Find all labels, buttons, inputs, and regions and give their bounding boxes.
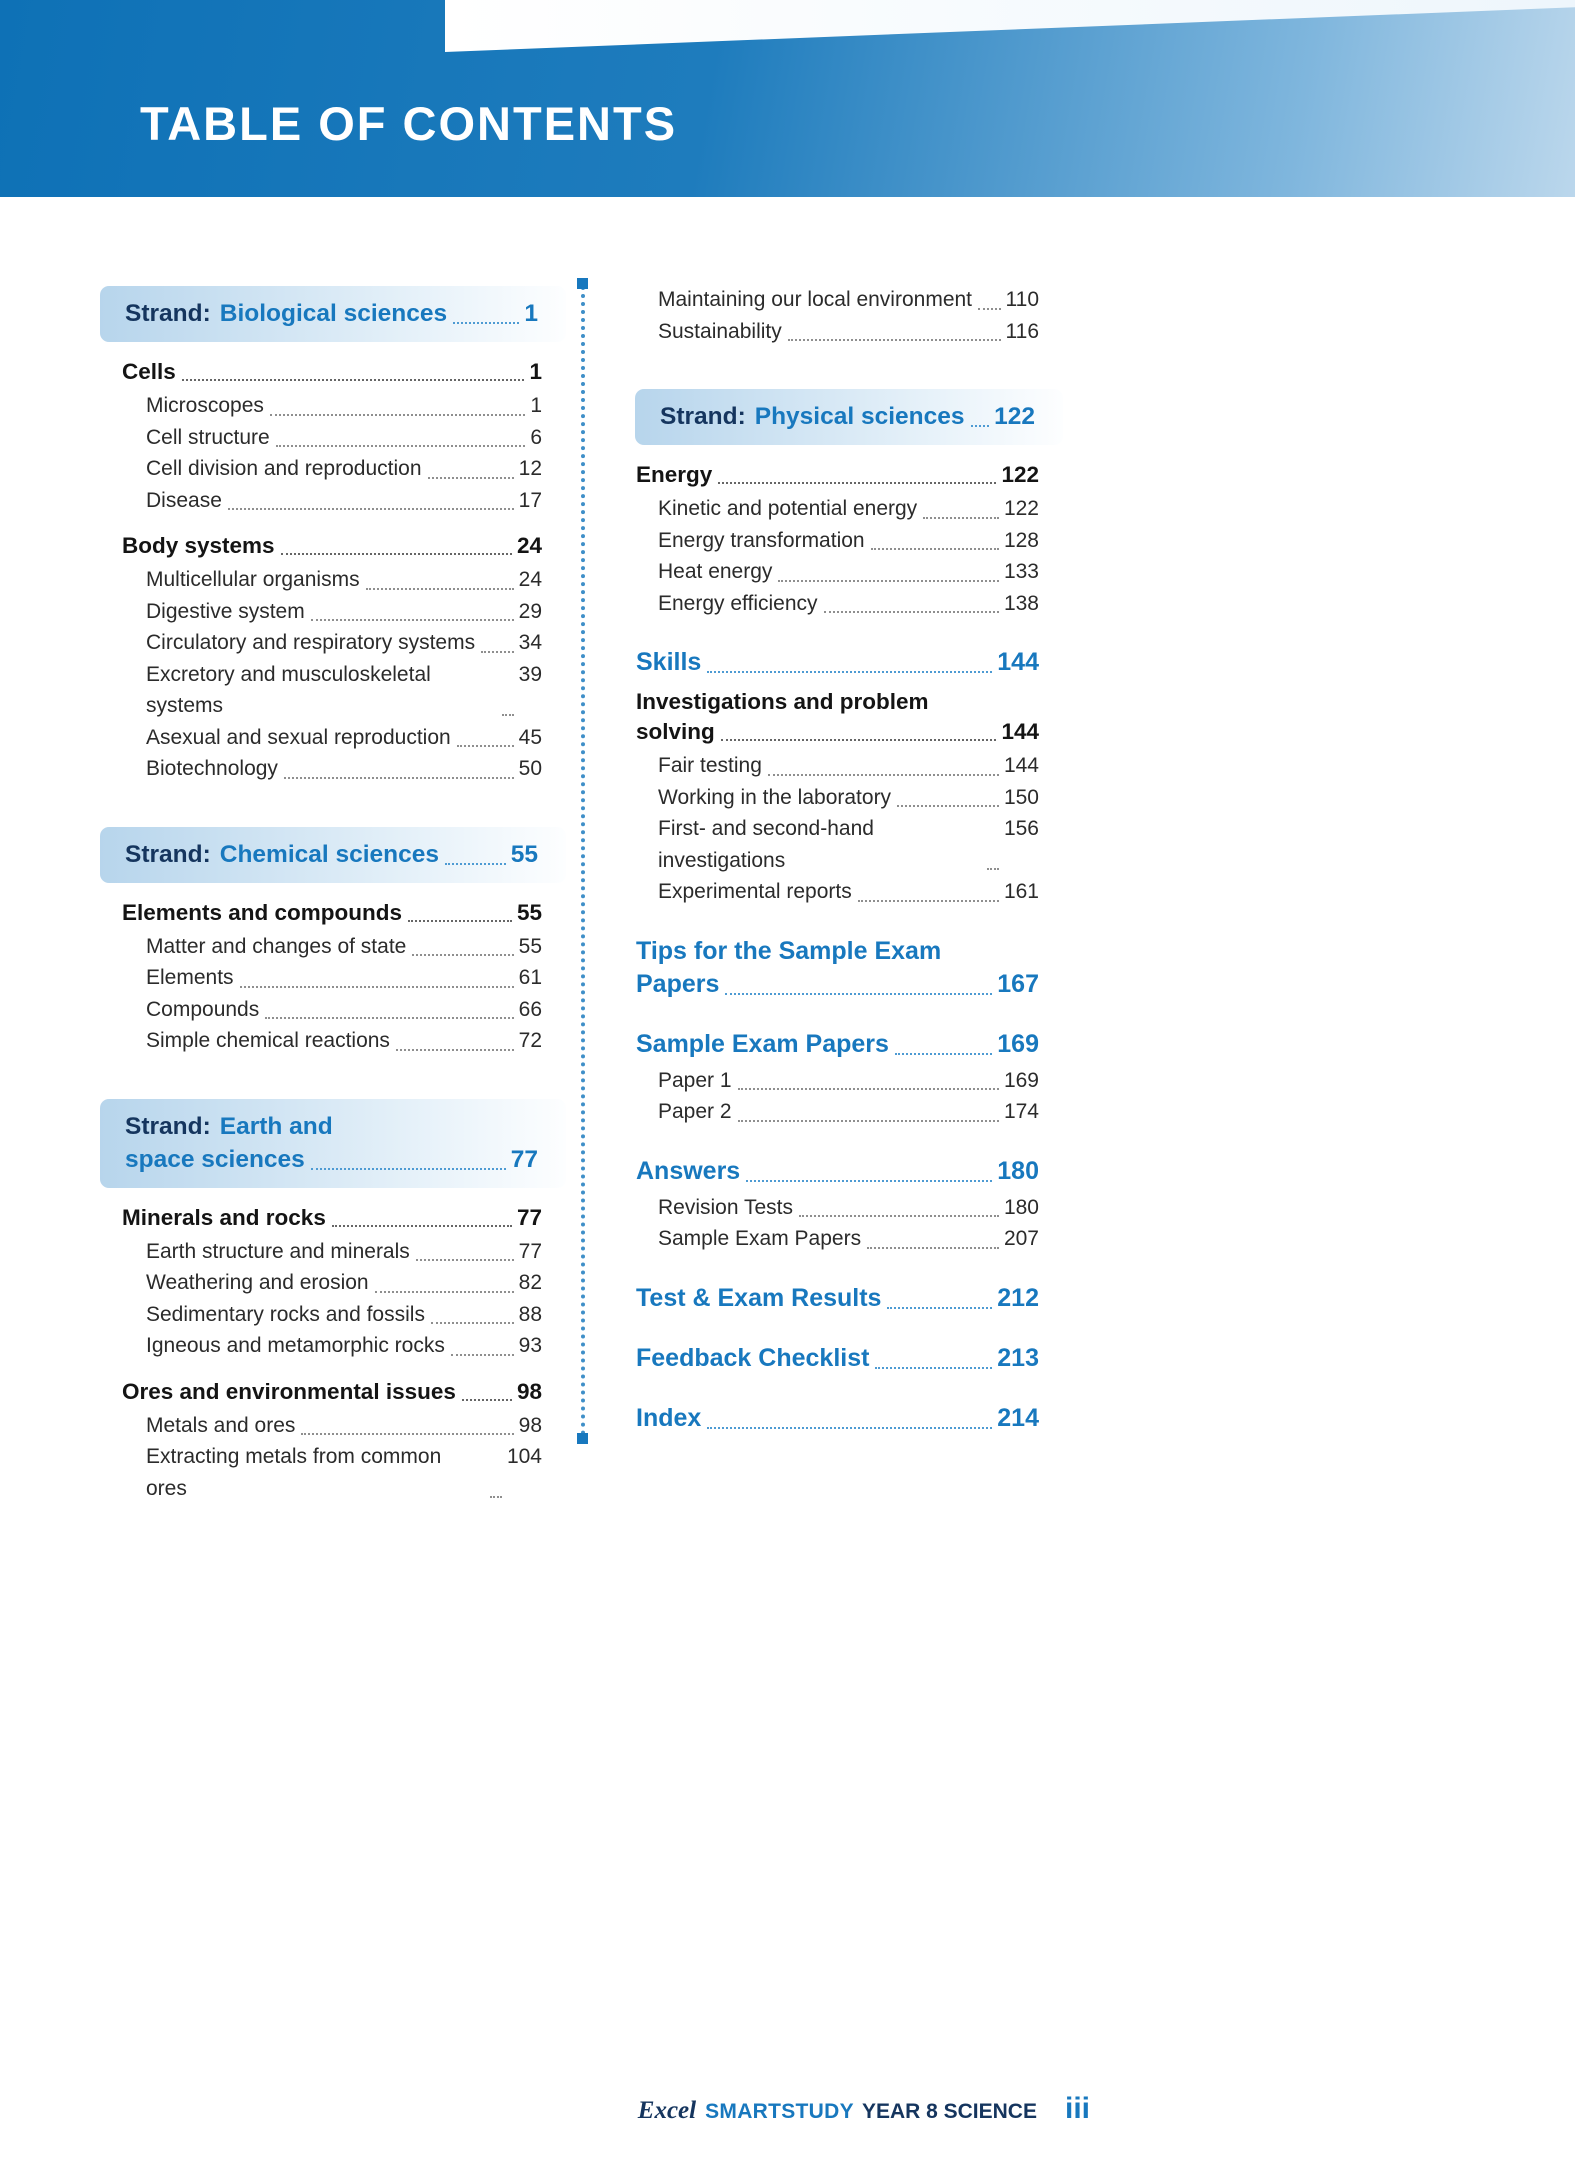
dot-leader xyxy=(457,722,514,748)
dot-leader xyxy=(453,297,519,324)
page-number: 207 xyxy=(1003,1227,1039,1250)
brand-series: YEAR 8 SCIENCE xyxy=(861,2100,1037,2123)
entry-label: Earth structure and minerals xyxy=(146,1239,410,1263)
toc-subentry xyxy=(100,1330,566,1362)
toc-subentry xyxy=(100,931,566,963)
entry-label: Fair testing xyxy=(658,754,762,777)
dot-leader xyxy=(871,525,999,551)
dot-leader xyxy=(858,876,999,902)
dot-leader xyxy=(462,1377,512,1401)
entry-label: Energy efficiency xyxy=(658,591,818,615)
dot-leader xyxy=(718,460,996,484)
header-wedge-decoration xyxy=(445,0,1575,52)
strand-prefix-label: Strand: xyxy=(125,840,211,868)
dot-leader xyxy=(923,493,999,519)
page-number: 128 xyxy=(1003,528,1039,552)
entry-label: Minerals and rocks xyxy=(122,1204,326,1230)
entry-label: Sustainability xyxy=(658,319,782,343)
section-heading-entry xyxy=(635,687,1063,747)
entry-label: Body systems xyxy=(122,533,275,558)
toc-subentry xyxy=(635,1065,1063,1097)
dot-leader xyxy=(366,564,514,590)
entry-label: Excretory and musculoskeletal systems xyxy=(146,662,431,717)
page-number: 77 xyxy=(516,1204,542,1230)
strand-prefix-label: Strand: xyxy=(660,403,746,430)
toc-subentry xyxy=(635,284,1063,316)
page-number: 29 xyxy=(518,599,542,623)
entry-label: Experimental reports xyxy=(658,880,852,903)
page-number: 77 xyxy=(510,1145,538,1173)
page-number: 133 xyxy=(1003,560,1039,583)
dot-leader xyxy=(738,1096,999,1122)
toc-subentry xyxy=(635,782,1063,814)
footer xyxy=(638,2092,1090,2126)
entry-label: Circulatory and respiratory systems xyxy=(146,631,476,654)
page-number: 180 xyxy=(997,1156,1039,1185)
section-heading-entry xyxy=(100,898,566,928)
page-number: 88 xyxy=(518,1302,542,1326)
blue-heading-entry xyxy=(635,1028,1063,1061)
dot-leader xyxy=(738,1065,999,1091)
page-number: 144 xyxy=(997,648,1039,676)
dot-leader xyxy=(867,1223,999,1249)
page-number: 61 xyxy=(518,966,542,989)
brand-excel: Excel xyxy=(637,2097,697,2124)
blue-heading-entry xyxy=(635,646,1063,679)
page-number: 169 xyxy=(997,1029,1039,1058)
entry-label: Weathering and erosion xyxy=(146,1271,369,1294)
dot-leader xyxy=(408,898,512,922)
column-divider xyxy=(581,286,585,1436)
page-number: 12 xyxy=(518,457,542,480)
toc-subentry xyxy=(635,1096,1063,1128)
entry-label: Revision Tests xyxy=(658,1195,794,1219)
dot-leader xyxy=(778,556,999,582)
dot-leader xyxy=(895,1028,992,1055)
strand-name-label: Chemical sciences xyxy=(219,840,440,868)
page-number: 116 xyxy=(1005,319,1039,343)
dot-leader xyxy=(311,596,514,622)
entry-label: Cell division and reproduction xyxy=(146,457,422,480)
toc-subentry xyxy=(100,390,566,422)
entry-label: Feedback Checklist xyxy=(636,1343,870,1372)
dot-leader xyxy=(311,1143,506,1170)
entry-label: Elements and compounds xyxy=(122,899,403,925)
entry-label: First- and second-hand investigations xyxy=(658,817,874,872)
toc-subentry xyxy=(635,588,1063,620)
entry-label: Paper 1 xyxy=(658,1068,732,1092)
entry-label: Skills xyxy=(636,648,702,676)
dot-leader xyxy=(978,284,1001,310)
entry-label: Igneous and metamorphic rocks xyxy=(146,1334,445,1357)
section-heading-entry xyxy=(100,531,566,561)
section-heading-entry xyxy=(635,460,1063,490)
page-number: 156 xyxy=(1003,817,1039,840)
entry-label: Extracting metals from common ores xyxy=(146,1445,442,1500)
section-heading-entry xyxy=(100,1377,566,1407)
toc-subentry xyxy=(635,750,1063,782)
entry-label: Matter and changes of state xyxy=(146,934,407,958)
entry-label: Energy transformation xyxy=(658,528,865,552)
dot-leader xyxy=(332,1203,512,1227)
toc-subentry xyxy=(100,1267,566,1299)
page-number: 45 xyxy=(518,725,542,749)
entry-label: Sedimentary rocks and fossils xyxy=(146,1302,425,1326)
entry-label: Asexual and sexual reproduction xyxy=(146,725,451,749)
toc-subentry xyxy=(100,1299,566,1331)
toc-column-left xyxy=(100,286,566,1504)
strand-header xyxy=(100,827,566,883)
page-number: 72 xyxy=(518,1029,542,1052)
dot-leader xyxy=(276,422,526,448)
toc-subentry xyxy=(100,564,566,596)
page-number: 98 xyxy=(516,1378,542,1404)
dot-leader xyxy=(228,485,514,511)
page-number: 50 xyxy=(518,757,542,780)
toc-subentry xyxy=(100,994,566,1026)
dot-leader xyxy=(281,531,512,555)
toc-subentry xyxy=(100,753,566,785)
page-number: 104 xyxy=(506,1445,542,1468)
toc-subentry xyxy=(635,556,1063,588)
blue-heading-entry xyxy=(635,1342,1063,1375)
entry-label: Energy xyxy=(636,462,713,487)
dot-leader xyxy=(707,1402,992,1429)
page-number: 122 xyxy=(994,403,1035,430)
page-number: 144 xyxy=(1001,719,1039,744)
dot-leader xyxy=(284,753,514,779)
entry-label: Ores and environmental issues xyxy=(122,1378,456,1404)
page-number: 1 xyxy=(530,394,542,417)
dot-leader xyxy=(431,1299,514,1325)
dot-leader xyxy=(265,994,513,1020)
entry-label: Paper 2 xyxy=(658,1100,732,1123)
header-band xyxy=(0,0,1575,197)
strand-prefix-label: Strand: xyxy=(125,300,211,327)
entry-label: Digestive system xyxy=(146,599,305,623)
dot-leader xyxy=(897,782,999,808)
page-number: 17 xyxy=(518,488,542,512)
dot-leader xyxy=(270,390,525,416)
entry-label: Metals and ores xyxy=(146,1413,296,1437)
toc-subentry xyxy=(100,1410,566,1442)
toc-subentry xyxy=(100,453,566,485)
page-number: 212 xyxy=(997,1283,1039,1312)
page-number: 55 xyxy=(518,934,542,958)
brand-smartstudy: SMARTSTUDY xyxy=(705,2100,854,2123)
toc-subentry xyxy=(635,876,1063,908)
toc-subentry xyxy=(635,813,1063,876)
dot-leader xyxy=(746,1155,992,1182)
page-number: 213 xyxy=(997,1343,1039,1372)
strand-header xyxy=(100,286,566,342)
page-number: 110 xyxy=(1005,288,1039,311)
section-heading-entry xyxy=(100,1203,566,1233)
toc-subentry xyxy=(100,485,566,517)
dot-leader xyxy=(412,931,513,957)
strand-prefix-label: Strand: xyxy=(125,1112,211,1140)
toc-subentry xyxy=(100,1236,566,1268)
toc-subentry xyxy=(635,316,1063,348)
toc-subentry xyxy=(100,596,566,628)
blue-heading-entry xyxy=(635,935,1063,1001)
dot-leader xyxy=(375,1267,514,1293)
entry-label: Cell structure xyxy=(146,425,270,449)
entry-label: Maintaining our local environment xyxy=(658,288,973,311)
entry-label: Compounds xyxy=(146,997,260,1021)
dot-leader xyxy=(788,316,1001,342)
page-number: 1 xyxy=(529,359,542,384)
strand-header xyxy=(635,389,1063,445)
dot-leader xyxy=(428,453,514,479)
blue-heading-entry xyxy=(635,1155,1063,1188)
page-number: 82 xyxy=(518,1271,542,1294)
dot-leader xyxy=(971,400,990,427)
dot-leader xyxy=(768,750,999,776)
toc-subentry xyxy=(100,962,566,994)
page-number: 144 xyxy=(1003,754,1039,777)
entry-label: Simple chemical reactions xyxy=(146,1029,390,1052)
page-number: 180 xyxy=(1003,1195,1039,1219)
toc-subentry xyxy=(635,1223,1063,1255)
entry-label: solving xyxy=(636,719,715,744)
entry-label: Index xyxy=(636,1403,702,1432)
toc-subentry xyxy=(100,1025,566,1057)
strand-name-label: Earth and xyxy=(219,1112,333,1140)
entry-label: Investigations and problem xyxy=(636,689,929,714)
page-number: 55 xyxy=(510,840,538,868)
toc-subentry xyxy=(100,659,566,722)
entry-label: Answers xyxy=(636,1156,741,1185)
page-number: 150 xyxy=(1003,785,1039,809)
page-number: 122 xyxy=(1003,497,1039,520)
dot-leader xyxy=(887,1282,992,1309)
strand-header xyxy=(100,1099,566,1188)
dot-leader xyxy=(396,1025,514,1051)
toc-subentry xyxy=(100,1441,566,1504)
page-number: 34 xyxy=(518,631,542,654)
dot-leader xyxy=(451,1330,514,1356)
entry-label: Disease xyxy=(146,488,222,512)
entry-label: Working in the laboratory xyxy=(658,785,892,809)
page-number: 169 xyxy=(1003,1068,1039,1092)
dot-leader xyxy=(301,1410,513,1436)
entry-label: Microscopes xyxy=(146,394,264,417)
dot-leader xyxy=(416,1236,514,1262)
entry-label: Elements xyxy=(146,966,234,989)
footer-page-number: iii xyxy=(1064,2092,1090,2125)
dot-leader xyxy=(824,588,999,614)
page-number: 214 xyxy=(997,1403,1039,1432)
page-number: 161 xyxy=(1003,880,1039,903)
dot-leader xyxy=(481,627,514,653)
strand-name-label: space sciences xyxy=(125,1145,305,1173)
page-number: 24 xyxy=(518,568,542,591)
dot-leader xyxy=(721,717,997,741)
page-number: 167 xyxy=(997,969,1039,998)
page-number: 39 xyxy=(518,662,542,686)
page-number: 55 xyxy=(516,899,542,925)
blue-heading-entry xyxy=(635,1282,1063,1315)
page-number: 77 xyxy=(518,1239,542,1263)
dot-leader xyxy=(490,1441,502,1498)
strand-name-label: Physical sciences xyxy=(754,403,965,430)
entry-label: Biotechnology xyxy=(146,757,278,780)
page-number: 174 xyxy=(1003,1100,1039,1123)
toc-subentry xyxy=(635,1192,1063,1224)
dot-leader xyxy=(725,968,992,995)
entry-label: Cells xyxy=(122,359,176,384)
page-number: 122 xyxy=(1001,462,1039,487)
toc-subentry xyxy=(100,627,566,659)
dot-leader xyxy=(875,1342,992,1369)
entry-label: Heat energy xyxy=(658,560,773,583)
toc-subentry xyxy=(100,422,566,454)
toc-column-right xyxy=(635,284,1063,1439)
entry-label: Test & Exam Results xyxy=(636,1283,882,1312)
blue-heading-entry xyxy=(635,1402,1063,1435)
page-number: 24 xyxy=(516,533,542,558)
toc-subentry xyxy=(635,525,1063,557)
entry-label: Sample Exam Papers xyxy=(658,1227,862,1250)
page-title: TABLE OF CONTENTS xyxy=(140,97,678,150)
dot-leader xyxy=(502,659,514,716)
dot-leader xyxy=(707,646,992,673)
entry-label: Tips for the Sample Exam xyxy=(636,936,942,965)
page-number: 138 xyxy=(1003,591,1039,615)
page-number: 98 xyxy=(518,1413,542,1437)
dot-leader xyxy=(182,357,525,381)
strand-name-label: Biological sciences xyxy=(219,300,448,327)
page-number: 1 xyxy=(524,300,538,327)
entry-label: Kinetic and potential energy xyxy=(658,497,918,520)
dot-leader xyxy=(240,962,514,988)
dot-leader xyxy=(799,1192,999,1218)
dot-leader xyxy=(445,838,506,865)
page-number: 6 xyxy=(530,425,542,449)
page-number: 66 xyxy=(518,997,542,1021)
entry-label: Multicellular organisms xyxy=(146,568,360,591)
toc-subentry xyxy=(635,493,1063,525)
toc-subentry xyxy=(100,722,566,754)
page-number: 93 xyxy=(518,1334,542,1357)
section-heading-entry xyxy=(100,357,566,387)
dot-leader xyxy=(987,813,999,870)
entry-label: Papers xyxy=(636,969,720,998)
entry-label: Sample Exam Papers xyxy=(636,1029,889,1058)
